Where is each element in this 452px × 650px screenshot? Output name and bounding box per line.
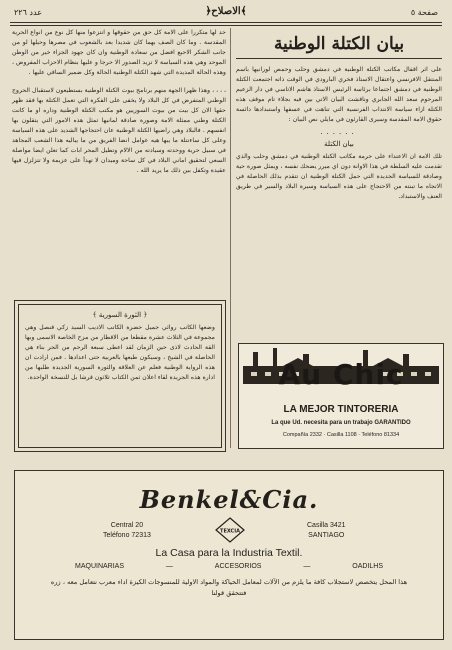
statement-subheading: بيان الكتلة [324,140,354,148]
left-column [12,28,226,176]
benkel-contact-left [103,521,151,541]
benkel-casilla: Casilla 3421 [307,522,346,529]
au-chic-advertisement [238,343,444,449]
au-chic-logo: Au Chic [278,358,404,391]
left-mid-paragraph: ، ، ، ، وهذا ظهرا الجهة منهم برنامج بيوت الكتلة الوطنية بستطيعون لاستقبال الحروج الوطني المتفرض في كل البلاد ولا يخفى على الفكرة التي تعمل الكتلة بها فقد ظهر حقها الان كل بيت من بيوت السوريين هو مكتب الكتلة الوطنية وداره او ما كانت الكتلة وطني ممثلة الامة وصورة صادقة لمانيها تمثل هذه الامور التي يتقلون بها انفسهم . فالبلاد وهي راضيها الكتلة الوطنية عان احتجاجها الشديد على هذه السياسة وعلى كل ساءنتلة ما يبها هيه عوامل انضا الفريق من ما يباليه هذا الشعب المجاهد في سبيل حرية ووحدته وسيادته من الالام وتطيل المحر ابات كما تعلن ايضا مواصلة السعي لتحقيق اماني البلاد في كل ساحة وميدان لا تهدأ على عزيمة ولا تتزلزل فيها عقيدة وتكفل بين ذلك ما يريد الله . [12,87,226,174]
poem-title: ﴿ الثورة السورية ﴾ [92,311,148,319]
au-chic-headline: LA MEJOR TINTORERIA [283,404,399,415]
section-separator: ...... [320,128,358,136]
header-rule [10,22,442,26]
benkel-phone: Teléfono 72313 [103,532,151,539]
poem-body: وضعها الكاتب روائي جميل حضرة الكاتب الاديب السيد زكي قنصل وهي مجموعة في الثلاث عشرة مقطعا من الاقطار من مزح الخاصة الاسمى وبها القة الحادث لاذى حين الزمان لقد اعطى سبعة الرحم من الحر بناء هي الحاصلة في الشيخ ، وسيكون طبعها بالعربية حتى اعدادها . فمن ارادت ان هذه الرواية الوطنية فعلم عن العلاقة والثورة السورية الجديدة طلبها من ادارة هذه الجريدة لقاء اعلان ثمن الكتاب ثلاثون قرشا بل للنسخة الواحدة. [25,324,215,381]
benkel-tagline: La Casa para la Industria Textil. [155,547,303,559]
issue-label: عدد ٢٢٦ [14,8,42,17]
au-chic-address: Compañía 2332 · Casilla 1108 · Teléfono 81334 [282,432,400,438]
poem-announcement-box [14,300,226,452]
benkel-category: ACCESORIOS [214,563,262,570]
benkel-categories: MAQUINARIAS — ACCESORIOS — OADILHS [75,563,383,570]
au-chic-slogan: La que Ud. necesita para un trabajo GARANTIDO [271,420,411,426]
page-label: صفحة ٥ [410,8,438,17]
benkel-advertisement [14,470,444,640]
benkel-category: OADILHS [352,563,383,570]
texcia-emblem-text: TEXCIA [220,528,240,535]
page-header [10,6,442,22]
benkel-category: MAQUINARIAS [75,563,125,570]
article-body: على اثر اقفال مكاتب الكتلة الوطنية في دمشق وحلب وحمص لورانيها باسم المنتقل الافرنسي واعتقال الاستاذ فخري البارودي في الوقت ذاته اجتمعت الكتلة الوطنية في دمشق اجتماعا برئاسة الرئيس الاستاذ هاشم الاتاسي في دار الزعيم المرحوم سعد الله الجابري وناقشت البيان الاتي بين فيه بجلاء تام موقف هذه الكتلة ازاء سياسة الانتداب الفرنسية التي تناهت في عسفها واستبدادها دائسة حقوق الامة المقدسة وسيرى القارئون في مايلي نص البيان : [236,66,442,123]
column-divider [230,28,231,448]
benkel-city: SANTIAGO [308,532,345,539]
left-top-paragraph: حد لها متكررا على الامة كل حق من حقوقها و انتزعوا منها كل نوع من انواع الحرية المقدسة . وما كان الصف بهما كان شديدا بعد بالشعوب في مصرها وحيلها لو من جانب الشكر الاحيع افضل من سعادة الوطنية وان كان جهود الجزاء خير من الوطن الموحد وهي هذه السياسة لا تزيد الصدور الا حرجا و عليها بنظام الاحزاب المفروض ، وهذه الحالة المديدة التي شهد الكتلة الوطنية الحالة وكل ضمير الساقي عليها . [12,29,226,76]
right-column [236,28,442,202]
article-title: بيان الكتلة الوطنية [236,28,442,59]
benkel-contact-right [307,521,346,541]
paper-name: ﴿الاصلاح﴾ [205,6,247,17]
benkel-arabic-text: هذا المحل يتخصص لاستجلاب كافة ما يلزم من الآلات لمعامل الحياكة والمواد الاولية للمنسوجات الكيزة اداء معرب نتعامل معه ، زره فتتحقق قولنا [50,578,408,597]
statement-body: تلك الامة ان الاعتداء على حرمة مكاتب الكتلة الوطنية في دمشق وحلب والذي تقدمت عليه السلطة في هذا الاوانة دون اي ميرر يضحك نفسه ، ويمثل صورة حية وصادقة للسياسة الجديدة التي حمل الكتلة الوطنية ان تتقدم بذلك الحاصلة في الاتجاه ما تبنته من الاحتجاج على هذه السياسة وسيرة البلاد والسير في طريق العنف والاستبداد. [236,153,442,200]
benkel-central: Central 20 [110,522,144,529]
texcia-emblem-icon [215,517,245,543]
benkel-logo: Benkel&Cia. [139,485,319,514]
